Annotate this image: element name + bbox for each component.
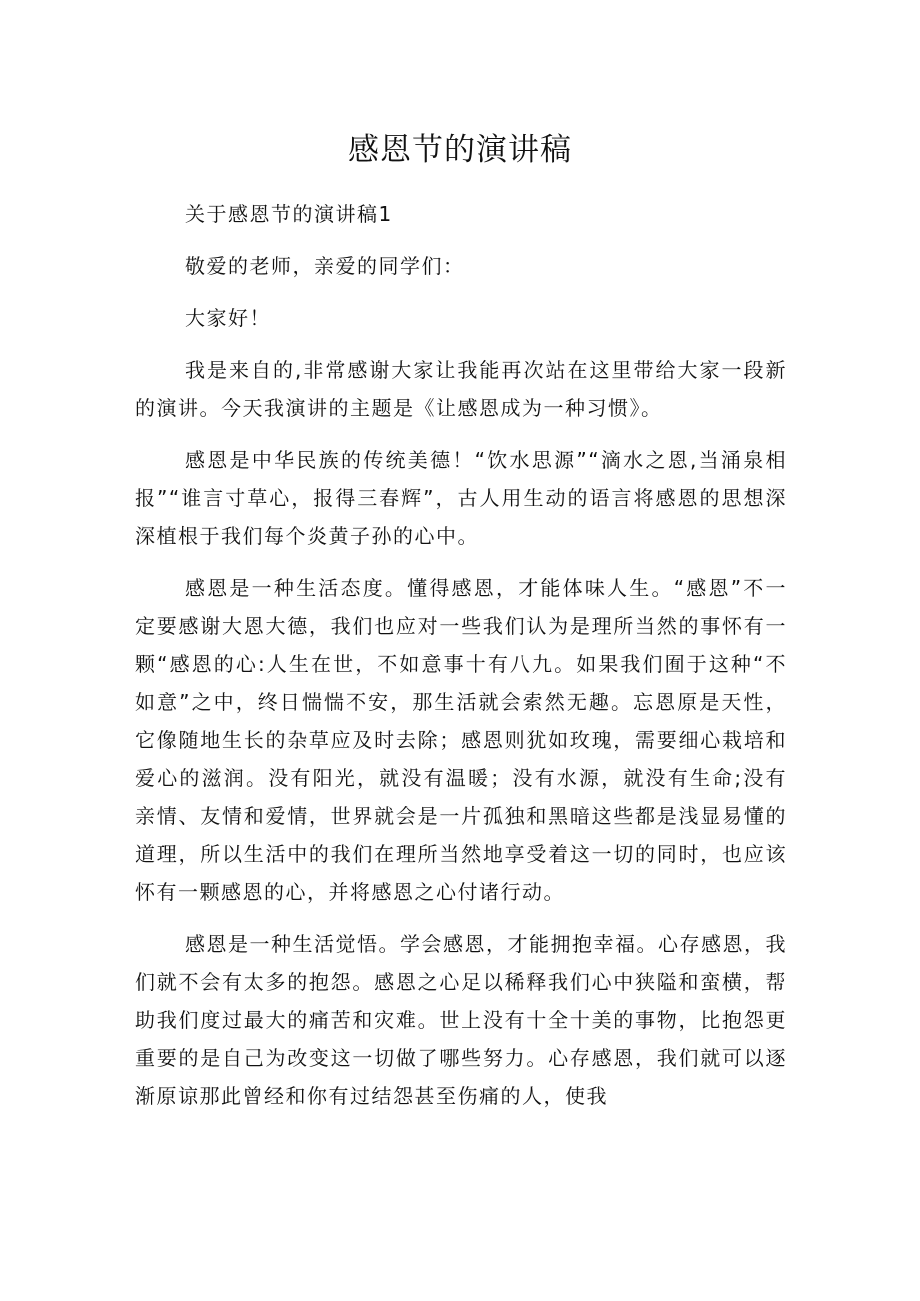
greeting: 大家好！ <box>185 306 271 330</box>
document-title: 感恩节的演讲稿 <box>348 132 572 168</box>
paragraph-awareness: 感恩是一种生活觉悟。学会感恩，才能拥抱幸福。心存感恩，我们就不会有太多的抱怨。感恩之心足以稀释我们心中狭隘和蛮横，帮助我们度过最大的痛苦和灾难。世上没有十全十美的事物，比抱怨更重要的是自己为改变这一切做了哪些努力。心存感恩，我们就可以逐渐原谅那此曾经和你有过结怨甚至伤痛的人，使我 <box>135 932 787 1108</box>
document-subtitle: 关于感恩节的演讲稿1 <box>185 202 393 226</box>
paragraph-attitude: 感恩是一种生活态度。懂得感恩，才能体味人生。“感恩”不一定要感谢大恩大德，我们也应对一些我们认为是理所当然的事怀有一颗“感恩的心:人生在世，不如意事十有八九。如果我们囿于这种“不如意”之中，终日惴惴不安，那生活就会索然无趣。忘恩原是天性，它像随地生长的杂草应及时去除；感恩则犹如玫瑰，需要细心栽培和爱心的滋润。没有阳光，就没有温暖；没有水源，就没有生命;没有亲情、友情和爱情，世界就会是一片孤独和黑暗这些都是浅显易懂的道理，所以生活中的我们在理所当然地享受着这一切的同时，也应该怀有一颗感恩的心，并将感恩之心付诸行动。 <box>135 576 787 904</box>
paragraph-intro: 我是来自的,非常感谢大家让我能再次站在这里带给大家一段新的演讲。今天我演讲的主题是《让感恩成为一种习惯》。 <box>135 358 787 420</box>
document-body <box>135 195 787 1129</box>
salutation: 敬爱的老师，亲爱的同学们： <box>185 254 465 278</box>
paragraph-tradition: 感恩是中华民族的传统美德！“饮水思源”“滴水之恩,当涌泉相报”“谁言寸草心，报得三春辉”，古人用生动的语言将感恩的思想深深植根于我们每个炎黄子孙的心中。 <box>135 448 787 548</box>
